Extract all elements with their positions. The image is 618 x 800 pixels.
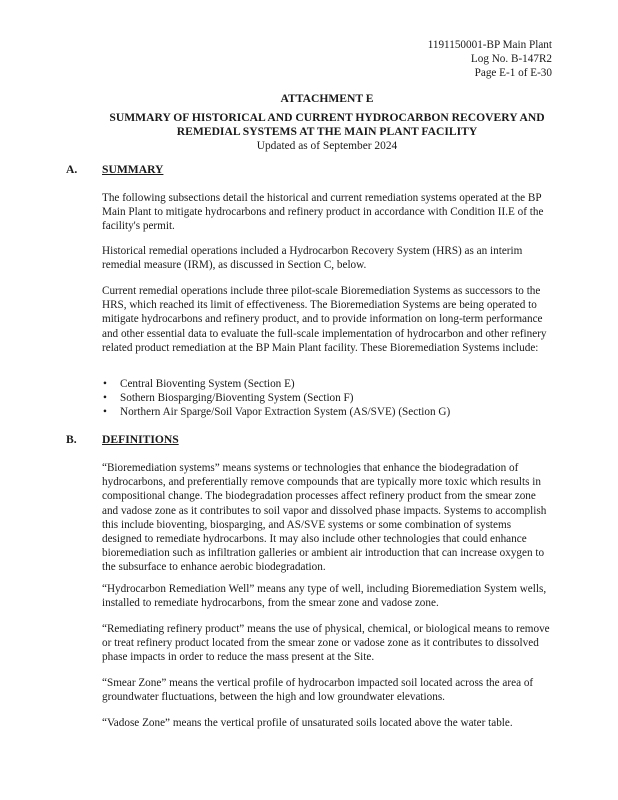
updated-date: Updated as of September 2024 [256, 140, 398, 153]
section-b-heading [66, 433, 179, 447]
bullet-icon: • [103, 378, 107, 390]
list-item: • Central Bioventing System (Section E) [103, 378, 295, 390]
title-block [102, 92, 552, 153]
definition-smear-zone: “Smear Zone” means the vertical profile of hydrocarbon impacted soil located across the area of groundwater fluctuations, between the high and low groundwater elevations. [102, 677, 534, 704]
bioremediation-systems-list [102, 377, 552, 420]
definition-hydrocarbon-remediation-well: “Hydrocarbon Remediation Well” means any type of well, including Bioremediation System wells, installed to remediate hydrocarbons, from the smear zone and vadose zone. [102, 583, 547, 610]
document-title: SUMMARY OF HISTORICAL AND CURRENT HYDROCARBON RECOVERY AND REMEDIAL SYSTEMS AT THE MAIN PLANT FACILITY [109, 110, 545, 138]
bullet-icon: • [103, 406, 107, 419]
section-a-letter: A. [66, 163, 78, 176]
section-a-paragraph-2: Historical remedial operations included a Hydrocarbon Recovery System (HRS) as an interim remedial measure (IRM), as discussed in Section C, below. [102, 245, 523, 272]
section-a-label: SUMMARY [102, 163, 164, 176]
section-a-paragraph-1: The following subsections detail the historical and current remediation systems operated at the BP Main Plant to mitigate hydrocarbons and refinery product in accordance with Condition II.E of the facility's permit. [102, 192, 544, 233]
log-number: Log No. B-147R2 [470, 53, 552, 66]
attachment-title: ATTACHMENT E [280, 92, 374, 105]
document-header [428, 38, 552, 81]
permit-number: 1191150001-BP Main Plant [427, 39, 552, 51]
section-b-letter: B. [66, 433, 77, 446]
section-a-paragraph-3: Current remedial operations include three pilot-scale Bioremediation Systems as successors to the HRS, which reached its limit of effectiveness. The Bioremediation Systems are being operated to mitigate hydrocarbons and refinery product, and to provide information on long-term performance and other essential data to evaluate the full-scale implementation of hydrocarbon and other refinery related product remediation at the BP Main Plant facility. These Bioremediation Systems include: [102, 285, 547, 354]
section-b-label: DEFINITIONS [102, 433, 179, 446]
definition-bioremediation-systems: “Bioremediation systems” means systems or technologies that enhance the biodegradation of hydrocarbons, and preferentially remove compounds that are typically more toxic which results in compositional change. The biodegradation processes affect refinery product from the smear zone and vadose zone as it contributes to soil vapor and dissolved phase impacts. Systems to accomplish this include bioventing, biosparging, and AS/SVE systems or some combination of systems designed to remediate hydrocarbons. It may also include other technologies that could enhance bioremediation such as infiltration galleries or ambient air introduction that can increase oxygen to the subsurface to enhance aerobic biodegradation. [102, 462, 547, 574]
list-item: • Northern Air Sparge/Soil Vapor Extraction System (AS/SVE) (Section G) [103, 406, 451, 419]
page-number: Page E-1 of E-30 [474, 67, 552, 80]
list-item: • Sothern Biosparging/Bioventing System (Section F) [103, 392, 354, 405]
definition-vadose-zone: “Vadose Zone” means the vertical profile of unsaturated soils located above the water table. [102, 717, 513, 729]
definition-remediating-refinery-product: “Remediating refinery product” means the use of physical, chemical, or biological means to remove or treat refinery product located from the smear zone or vadose zone as it contributes to dissolved phase impacts in order to reduce the mass present at the Site. [102, 623, 550, 664]
bullet-icon: • [103, 392, 107, 405]
section-a-heading [66, 163, 163, 177]
